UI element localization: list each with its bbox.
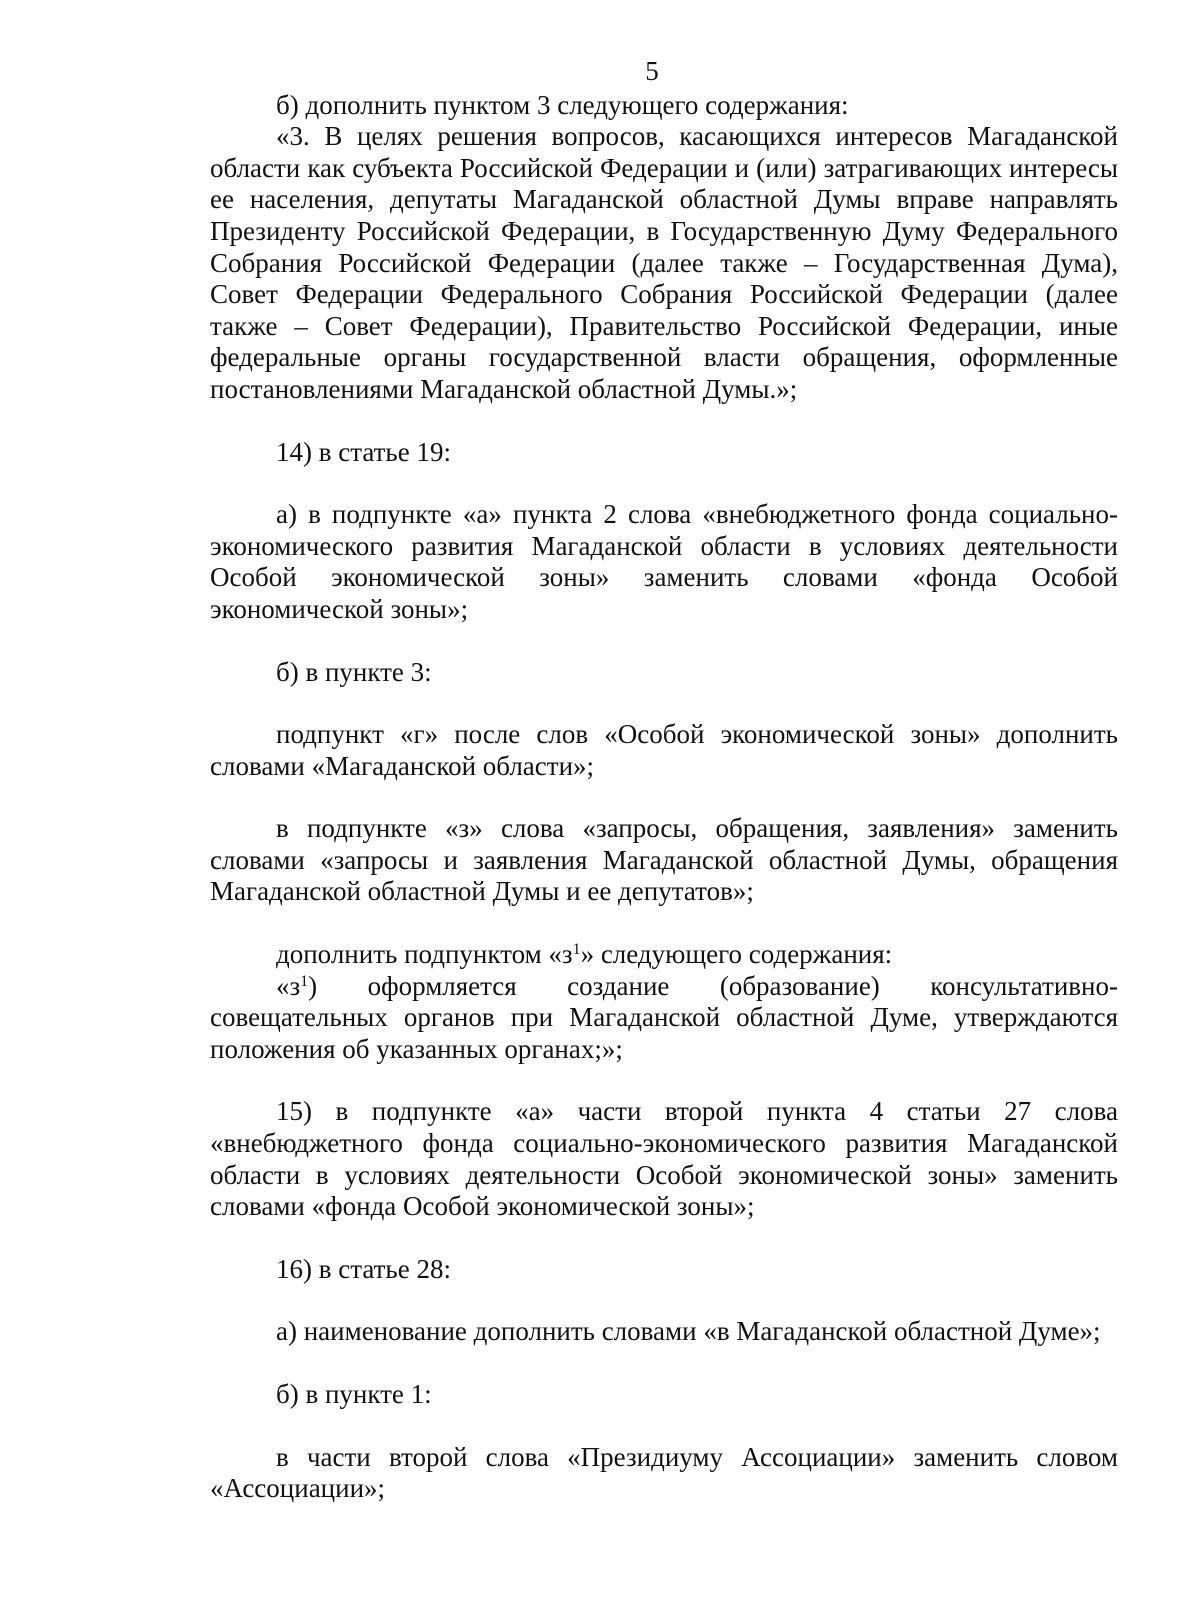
paragraph-spacer <box>210 1223 1118 1254</box>
superscript: 1 <box>300 972 309 990</box>
paragraph <box>210 939 1118 971</box>
paragraph: «3. В целях решения вопросов, касающихся интересов Магаданской области как субъекта Российской Федерации и (или) затрагивающих интересы ее населения, депутаты Магаданской областной Думы вправе направлять Президенту Российской Федерации, в Государственную Думу Федерального Собрания Российской Федерации (далее также – Государственная Дума), Совет Федерации Федерального Собрания Российской Федерации (далее также – Совет Федерации), Правительство Российской Федерации, иные федеральные органы государственной власти обращения, оформленные постановлениями Магаданской областной Думы.»; <box>210 121 1118 404</box>
paragraph: 16) в статье 28: <box>276 1253 451 1284</box>
paragraph-spacer <box>210 1348 1118 1379</box>
paragraph: 15) в подпункте «а» части второй пункта 4 статьи 27 слова «внебюджетного фонда социально-экономического развития Магаданской области в условиях деятельности Особой экономической зоны» заменить словами «фонда Особой экономической зоны»; <box>210 1096 1118 1222</box>
paragraph-spacer <box>210 626 1118 657</box>
paragraph-text: » следующего содержания: <box>580 939 893 970</box>
page-number: 5 <box>645 56 659 86</box>
paragraph: подпункт «г» после слов «Особой экономической зоны» дополнить словами «Магаданской области»; <box>210 719 1118 781</box>
paragraph: б) дополнить пунктом 3 следующего содержания: <box>276 89 849 120</box>
paragraph: в подпункте «з» слова «запросы, обращения, заявления» заменить словами «запросы и заявления Магаданской областной Думы, обращения Магаданской областной Думы и ее депутатов»; <box>210 813 1118 907</box>
paragraph-spacer <box>210 782 1118 813</box>
paragraph-text: «з <box>276 970 301 1001</box>
document-body <box>210 90 1118 1505</box>
document-page <box>210 56 1118 1505</box>
paragraph-spacer <box>210 468 1118 499</box>
paragraph-spacer <box>210 1285 1118 1316</box>
paragraph: 14) в статье 19: <box>276 436 451 467</box>
paragraph-text: дополнить подпунктом «з <box>276 939 573 970</box>
paragraph-spacer <box>210 1065 1118 1096</box>
paragraph-spacer <box>210 688 1118 719</box>
paragraph: а) наименование дополнить словами «в Магаданской областной Думе»; <box>276 1316 1101 1347</box>
superscript: 1 <box>572 941 581 959</box>
paragraph: а) в подпункте «а» пункта 2 слова «внебюджетного фонда социально-экономического развития Магаданской области в условиях деятельности Особой экономической зоны» заменить словами «фонда Особой экономической зоны»; <box>210 499 1118 624</box>
paragraph: б) в пункте 1: <box>276 1379 432 1409</box>
paragraph-text: ) оформляется создание (образование) консультативно-совещательных органов при Магаданской областной Думе, утверждаются положения об указанных органах;»; <box>210 970 1118 1064</box>
paragraph: б) в пункте 3: <box>276 656 432 687</box>
paragraph-spacer <box>210 908 1118 939</box>
paragraph <box>210 971 1118 1066</box>
paragraph-spacer <box>210 406 1118 437</box>
paragraph-spacer <box>210 1411 1118 1442</box>
paragraph: в части второй слова «Президиуму Ассоциации» заменить словом «Ассоциации»; <box>210 1441 1118 1504</box>
